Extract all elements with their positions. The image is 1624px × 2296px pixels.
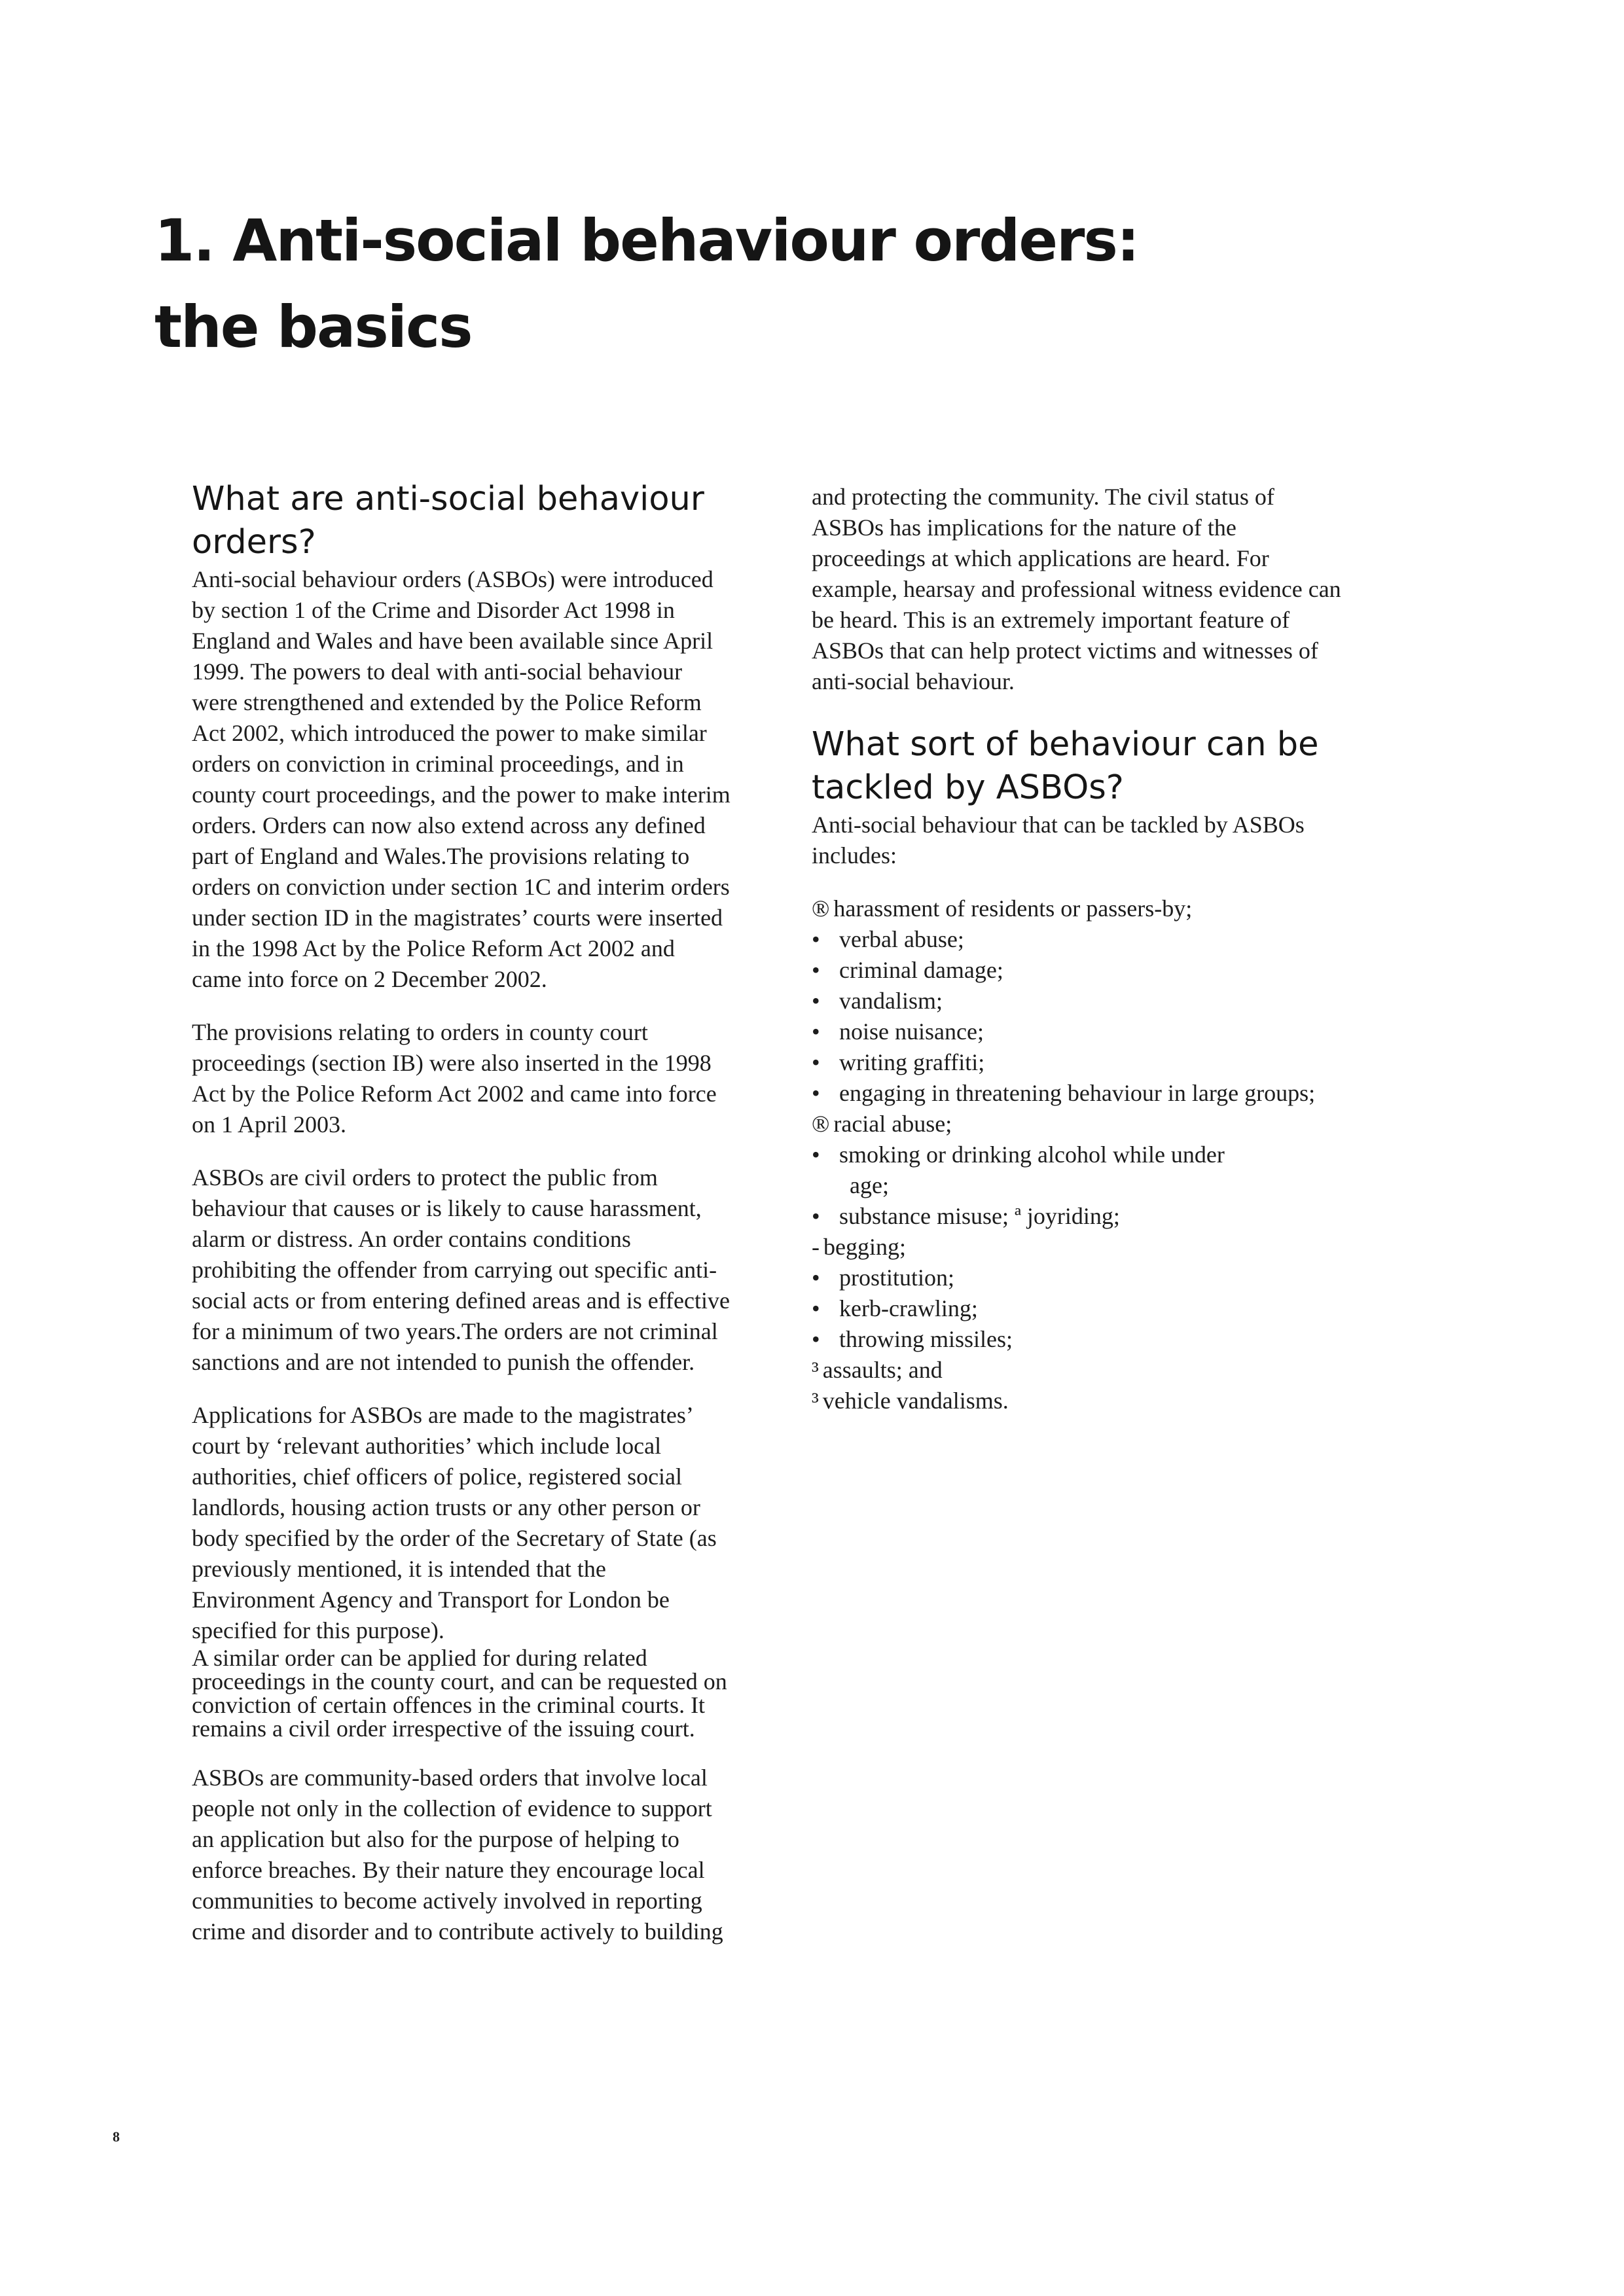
text-line: England and Wales and have been available since April bbox=[192, 628, 713, 654]
behaviour-list-item bbox=[812, 1355, 1420, 1386]
behaviour-list-item bbox=[812, 1047, 1420, 1078]
list-marker: • bbox=[812, 1049, 820, 1075]
list-marker: • bbox=[812, 1018, 820, 1045]
paragraph-applications bbox=[192, 1400, 794, 1646]
list-marker: • bbox=[812, 1203, 820, 1229]
text-line: court by ‘relevant authorities’ which include local bbox=[192, 1433, 662, 1459]
text-line: A similar order can be applied for during related bbox=[192, 1645, 647, 1671]
text-line: sanctions and are not intended to punish the offender. bbox=[192, 1349, 695, 1375]
text-line: communities to become actively involved in reporting bbox=[192, 1888, 702, 1914]
list-item-text: vehicle vandalisms. bbox=[822, 1388, 1009, 1414]
text-line: social acts or from entering defined areas and is effective bbox=[192, 1287, 730, 1314]
behaviour-list-item bbox=[812, 1232, 1420, 1263]
text-line: were strengthened and extended by the Police Reform bbox=[192, 689, 702, 715]
list-item-text: criminal damage; bbox=[839, 957, 1003, 983]
text-line: behaviour that causes or is likely to cause harassment, bbox=[192, 1195, 702, 1221]
behaviour-list-item bbox=[812, 1263, 1420, 1293]
paragraph-continuation bbox=[812, 482, 1420, 697]
behaviour-list-item bbox=[812, 1293, 1420, 1324]
text-line: by section 1 of the Crime and Disorder Act 1998 in bbox=[192, 597, 675, 623]
section-heading-what-behaviour: What sort of behaviour can be tackled by ASBOs? bbox=[812, 725, 1319, 807]
list-item-text: engaging in threatening behaviour in large groups; bbox=[839, 1080, 1316, 1106]
list-marker: ³ bbox=[812, 1388, 819, 1414]
text-line: proceedings in the county court, and can be requested on bbox=[192, 1668, 727, 1695]
list-item-text: throwing missiles; bbox=[839, 1326, 1013, 1352]
behaviour-list-item bbox=[812, 1016, 1420, 1047]
text-line: 1999. The powers to deal with anti-social behaviour bbox=[192, 658, 683, 685]
list-marker: • bbox=[812, 1141, 820, 1168]
text-line: previously mentioned, it is intended that the bbox=[192, 1556, 606, 1582]
text-line: people not only in the collection of evidence to support bbox=[192, 1795, 712, 1821]
text-line: includes: bbox=[812, 842, 897, 869]
page-title-line-2: the basics bbox=[154, 293, 472, 361]
text-line: came into force on 2 December 2002. bbox=[192, 966, 547, 992]
paragraph-behaviour-intro bbox=[812, 810, 1420, 871]
page-title bbox=[154, 198, 1464, 370]
section-heading-what-are-asbos: What are anti-social behaviour orders? bbox=[192, 480, 704, 562]
text-line: specified for this purpose). bbox=[192, 1617, 444, 1643]
text-line: under section ID in the magistrates’ courts were inserted bbox=[192, 905, 723, 931]
behaviour-list-item bbox=[812, 1109, 1420, 1139]
text-line: landlords, housing action trusts or any other person or bbox=[192, 1494, 700, 1520]
paragraph-similar-order bbox=[192, 1646, 794, 1740]
text-line: Anti-social behaviour orders (ASBOs) were introduced bbox=[192, 566, 713, 592]
text-line: anti-social behaviour. bbox=[812, 668, 1015, 694]
list-item-text: substance misuse; ª joyriding; bbox=[839, 1203, 1120, 1229]
text-line: on 1 April 2003. bbox=[192, 1111, 347, 1138]
text-line: example, hearsay and professional witness evidence can bbox=[812, 576, 1341, 602]
text-line: for a minimum of two years.The orders are not criminal bbox=[192, 1318, 718, 1344]
behaviour-list-item bbox=[812, 1078, 1420, 1109]
paragraph-introduction bbox=[192, 564, 794, 995]
behaviour-list-item bbox=[812, 924, 1420, 955]
list-marker: - bbox=[812, 1234, 820, 1260]
list-marker: ® bbox=[812, 1111, 830, 1137]
text-line: orders. Orders can now also extend across any defined bbox=[192, 812, 706, 838]
text-line: ASBOs are civil orders to protect the public from bbox=[192, 1164, 658, 1191]
list-marker: ® bbox=[812, 895, 830, 922]
text-line: in the 1998 Act by the Police Reform Act 2002 and bbox=[192, 935, 675, 961]
text-line: body specified by the order of the Secretary of State (as bbox=[192, 1525, 717, 1551]
list-item-text: racial abuse; bbox=[833, 1111, 952, 1137]
list-marker: • bbox=[812, 1265, 820, 1291]
paragraph-county-court-provisions bbox=[192, 1017, 794, 1140]
list-item-text: writing graffiti; bbox=[839, 1049, 985, 1075]
left-column bbox=[192, 478, 794, 1947]
behaviour-list-item bbox=[812, 955, 1420, 986]
behaviour-list-item bbox=[812, 1170, 1420, 1201]
behaviour-list-item bbox=[812, 1386, 1420, 1416]
behaviour-list-item bbox=[812, 1201, 1420, 1232]
list-marker: • bbox=[812, 1080, 820, 1106]
list-marker: • bbox=[812, 926, 820, 952]
behaviour-list bbox=[812, 893, 1420, 1416]
text-line: part of England and Wales.The provisions relating to bbox=[192, 843, 690, 869]
behaviour-list-item bbox=[812, 1324, 1420, 1355]
text-line: conviction of certain offences in the criminal courts. It bbox=[192, 1692, 706, 1718]
text-line: The provisions relating to orders in county court bbox=[192, 1019, 648, 1045]
list-item-text: verbal abuse; bbox=[839, 926, 964, 952]
text-line: orders on conviction under section 1C and interim orders bbox=[192, 874, 730, 900]
list-marker: ³ bbox=[812, 1357, 819, 1383]
list-item-text: prostitution; bbox=[839, 1265, 955, 1291]
behaviour-list-item bbox=[812, 986, 1420, 1016]
text-line: county court proceedings, and the power to make interim bbox=[192, 781, 731, 808]
text-line: ASBOs are community-based orders that involve local bbox=[192, 1765, 708, 1791]
text-line: proceedings at which applications are heard. For bbox=[812, 545, 1269, 571]
list-item-text: assaults; and bbox=[822, 1357, 943, 1383]
behaviour-list-item bbox=[812, 1139, 1420, 1170]
text-line: ASBOs that can help protect victims and witnesses of bbox=[812, 637, 1318, 664]
list-item-text: begging; bbox=[823, 1234, 906, 1260]
text-line: Environment Agency and Transport for London be bbox=[192, 1587, 670, 1613]
list-marker: • bbox=[812, 1295, 820, 1321]
text-line: Applications for ASBOs are made to the magistrates’ bbox=[192, 1402, 694, 1428]
page-title-line-1: 1. Anti-social behaviour orders: bbox=[154, 207, 1139, 274]
list-item-text: kerb-crawling; bbox=[839, 1295, 978, 1321]
text-line: be heard. This is an extremely important feature of bbox=[812, 607, 1290, 633]
list-item-text: smoking or drinking alcohol while under bbox=[839, 1141, 1225, 1168]
paragraph-civil-orders bbox=[192, 1162, 794, 1378]
page-number: 8 bbox=[113, 2128, 120, 2145]
text-line: crime and disorder and to contribute actively to building bbox=[192, 1918, 723, 1945]
list-item-text: age; bbox=[850, 1172, 889, 1198]
list-item-text: noise nuisance; bbox=[839, 1018, 984, 1045]
right-column bbox=[812, 482, 1420, 1416]
text-line: and protecting the community. The civil status of bbox=[812, 484, 1274, 510]
paragraph-community-based bbox=[192, 1763, 794, 1947]
text-line: Act 2002, which introduced the power to make similar bbox=[192, 720, 707, 746]
text-line: orders on conviction in criminal proceedings, and in bbox=[192, 751, 684, 777]
text-line: ASBOs has implications for the nature of the bbox=[812, 514, 1236, 541]
text-line: alarm or distress. An order contains conditions bbox=[192, 1226, 631, 1252]
list-marker: • bbox=[812, 1326, 820, 1352]
list-marker: • bbox=[812, 957, 820, 983]
text-line: Anti-social behaviour that can be tackled by ASBOs bbox=[812, 812, 1305, 838]
behaviour-list-item bbox=[812, 893, 1420, 924]
text-line: prohibiting the offender from carrying out specific anti- bbox=[192, 1257, 717, 1283]
text-line: proceedings (section IB) were also inserted in the 1998 bbox=[192, 1050, 712, 1076]
list-item-text: vandalism; bbox=[839, 988, 943, 1014]
text-line: an application but also for the purpose of helping to bbox=[192, 1826, 679, 1852]
text-line: enforce breaches. By their nature they encourage local bbox=[192, 1857, 705, 1883]
list-marker: • bbox=[812, 988, 820, 1014]
text-line: remains a civil order irrespective of the issuing court. bbox=[192, 1715, 695, 1742]
list-item-text: harassment of residents or passers-by; bbox=[833, 895, 1193, 922]
text-line: Act by the Police Reform Act 2002 and came into force bbox=[192, 1081, 717, 1107]
text-line: authorities, chief officers of police, registered social bbox=[192, 1463, 683, 1490]
